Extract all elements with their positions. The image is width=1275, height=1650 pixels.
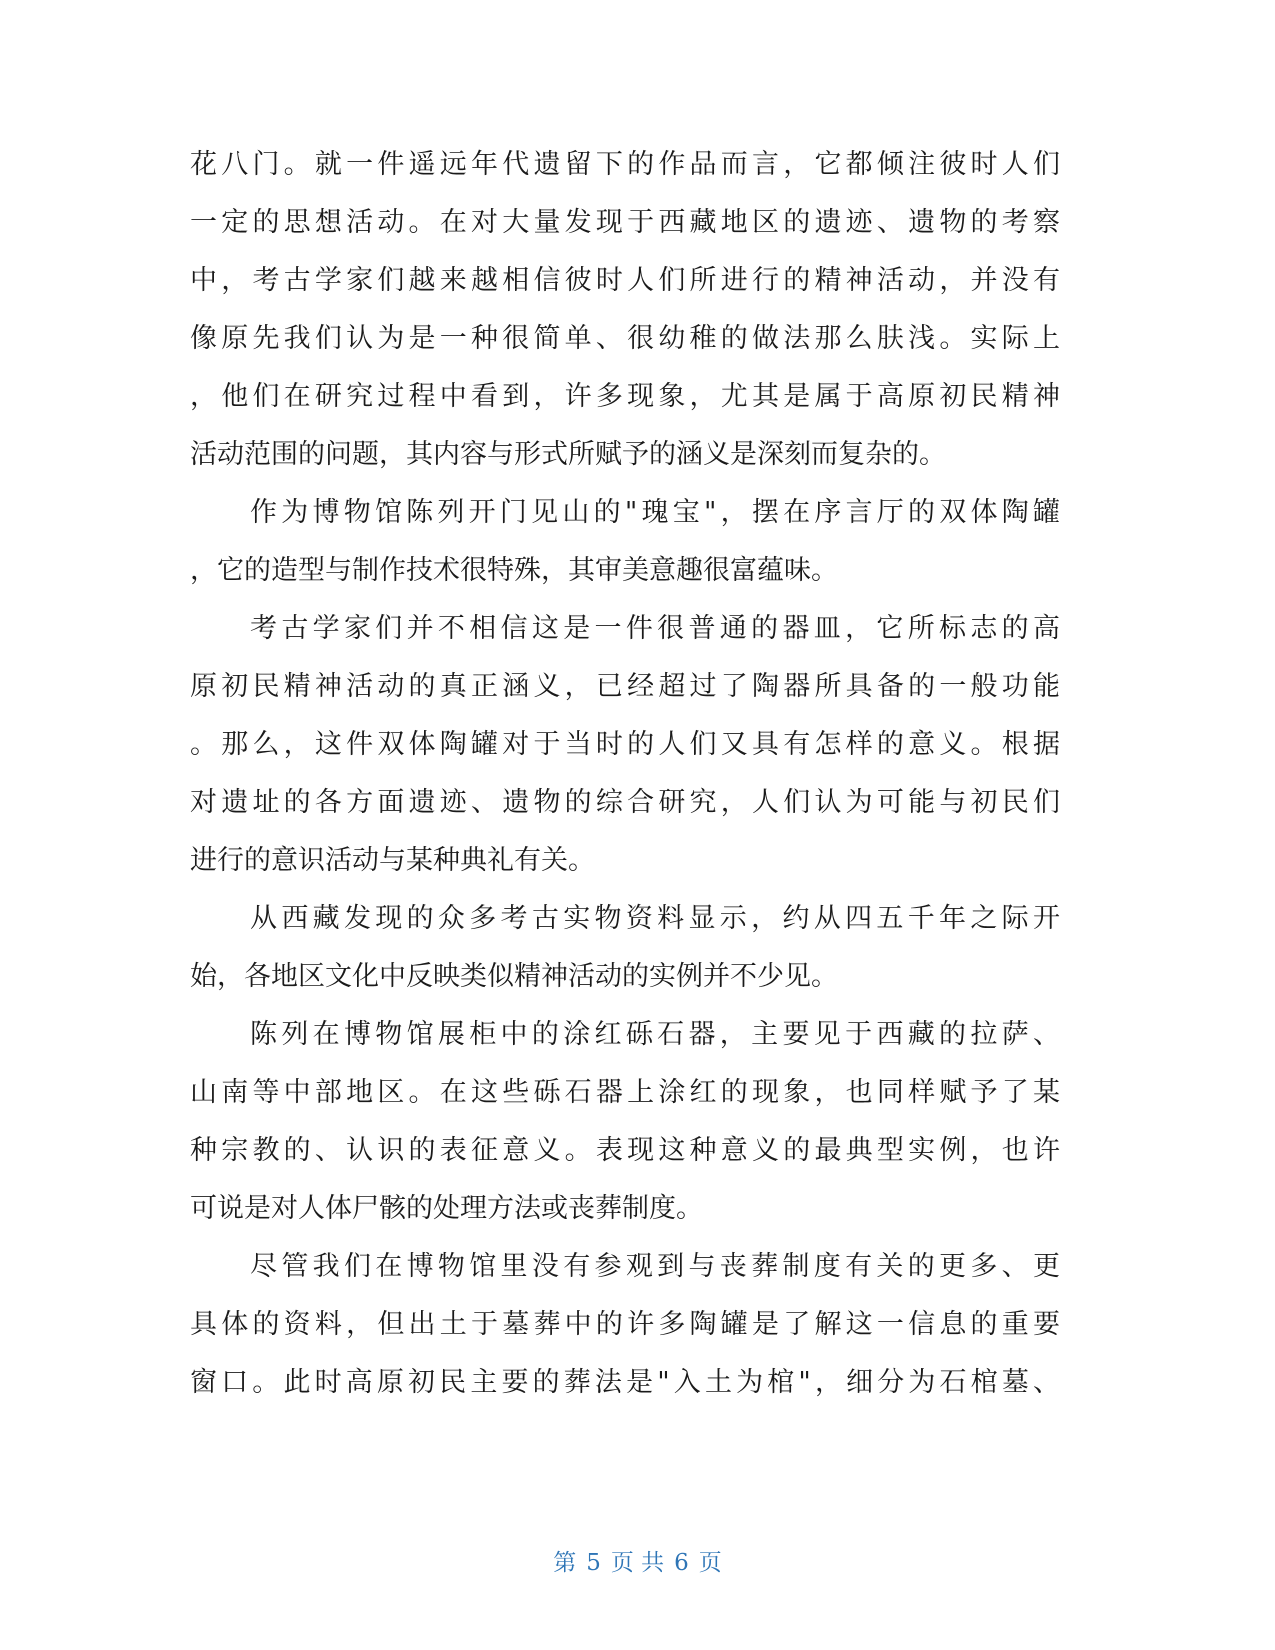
footer-middle: 页 共	[610, 1550, 665, 1576]
text-line: 尽管我们在博物馆里没有参观到与丧葬制度有关的更多、更	[250, 1251, 1060, 1282]
text-line: 花八门。就一件遥远年代遗留下的作品而言，它都倾注彼时人们	[190, 149, 1060, 180]
text-line: 活动范围的问题，其内容与形式所赋予的涵义是深刻而复杂的。	[190, 439, 946, 470]
text-line: 始，各地区文化中反映类似精神活动的实例并不少见。	[190, 961, 838, 992]
page-footer	[0, 1545, 1275, 1581]
text-line: 陈列在博物馆展柜中的涂红砾石器，主要见于西藏的拉萨、	[250, 1019, 1060, 1050]
text-line: 像原先我们认为是一种很简单、很幼稚的做法那么肤浅。实际上	[190, 323, 1060, 354]
text-line: 山南等中部地区。在这些砾石器上涂红的现象，也同样赋予了某	[190, 1077, 1060, 1108]
text-line: ，他们在研究过程中看到，许多现象，尤其是属于高原初民精神	[190, 381, 1060, 412]
text-line: 作为博物馆陈列开门见山的"瑰宝"，摆在序言厅的双体陶罐	[250, 497, 1060, 528]
text-line: 原初民精神活动的真正涵义，已经超过了陶器所具备的一般功能	[190, 671, 1060, 702]
text-line: 一定的思想活动。在对大量发现于西藏地区的遗迹、遗物的考察	[190, 207, 1060, 238]
footer-total-pages: 6	[674, 1550, 689, 1576]
text-line: 可说是对人体尸骸的处理方法或丧葬制度。	[190, 1193, 703, 1224]
text-line: 进行的意识活动与某种典礼有关。	[190, 845, 595, 876]
text-line: 具体的资料，但出土于墓葬中的许多陶罐是了解这一信息的重要	[190, 1309, 1060, 1340]
text-line: 窗口。此时高原初民主要的葬法是"入土为棺"，细分为石棺墓、	[190, 1367, 1060, 1398]
text-line: 考古学家们并不相信这是一件很普通的器皿，它所标志的高	[250, 613, 1060, 644]
text-line: 从西藏发现的众多考古实物资料显示，约从四五千年之际开	[250, 903, 1060, 934]
text-line: 。那么，这件双体陶罐对于当时的人们又具有怎样的意义。根据	[190, 729, 1060, 760]
text-line: 对遗址的各方面遗迹、遗物的综合研究，人们认为可能与初民们	[190, 787, 1060, 818]
text-line: 种宗教的、认识的表征意义。表现这种意义的最典型实例，也许	[190, 1135, 1060, 1166]
footer-suffix: 页	[698, 1550, 722, 1576]
footer-prefix: 第	[553, 1550, 577, 1576]
footer-page-number: 5	[586, 1550, 601, 1576]
text-line: 中，考古学家们越来越相信彼时人们所进行的精神活动，并没有	[190, 265, 1060, 296]
text-line: ，它的造型与制作技术很特殊，其审美意趣很富蕴味。	[190, 555, 838, 586]
